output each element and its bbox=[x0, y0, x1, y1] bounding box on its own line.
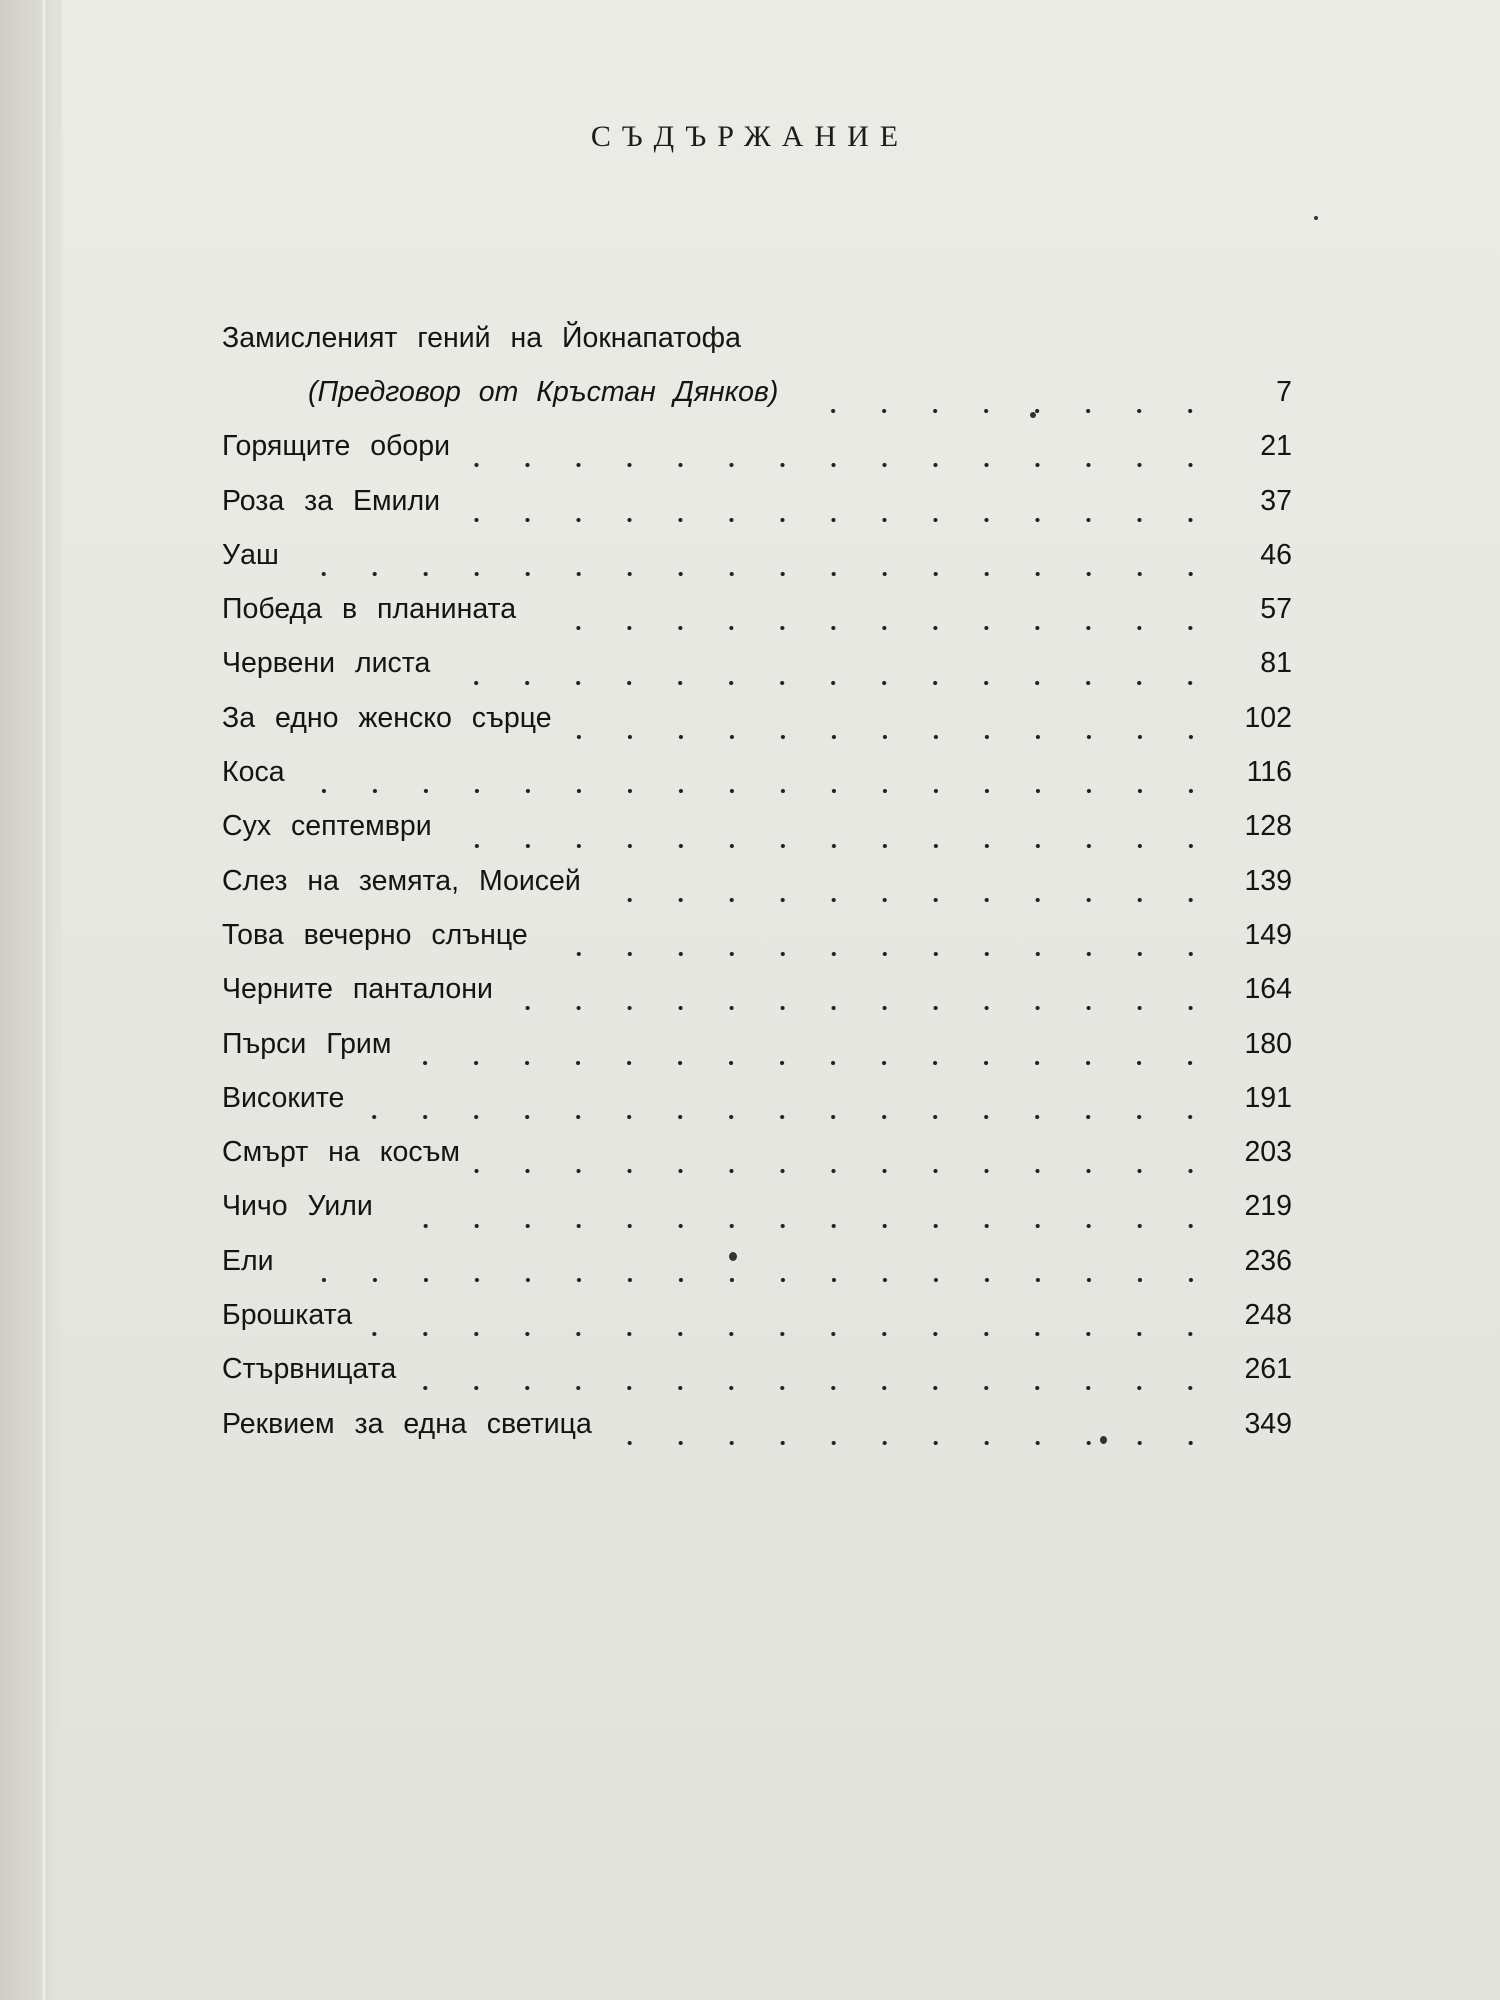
table-of-contents bbox=[222, 322, 1292, 1462]
dot-leader bbox=[293, 571, 1216, 577]
toc-entry-title: Победа в планината bbox=[222, 593, 517, 626]
toc-entry-title: Смърт на косъм bbox=[222, 1136, 460, 1169]
toc-page-number: 116 bbox=[1246, 756, 1292, 789]
toc-page-number: 128 bbox=[1244, 810, 1292, 843]
toc-entry-title: Червени листа bbox=[222, 647, 431, 680]
toc-page-number: 248 bbox=[1244, 1299, 1292, 1332]
toc-entry-title: Пърси Грим bbox=[222, 1027, 392, 1060]
toc-entry-title: Горящите обори bbox=[222, 430, 451, 463]
toc-entry-title: Коса bbox=[222, 756, 285, 789]
dot-leader bbox=[366, 1331, 1216, 1337]
toc-entry bbox=[222, 1353, 1292, 1407]
toc-page-number: 102 bbox=[1244, 701, 1292, 734]
toc-page-number: 349 bbox=[1244, 1407, 1292, 1440]
toc-entry bbox=[222, 1299, 1292, 1353]
dot-leader bbox=[507, 1005, 1216, 1011]
ink-speck bbox=[1314, 216, 1318, 220]
dot-leader bbox=[410, 1385, 1216, 1391]
toc-entry bbox=[222, 1245, 1292, 1299]
toc-entry-subtitle: (Предговор от Кръстан Дянков) bbox=[308, 376, 779, 408]
page-title: СЪДЪРЖАНИЕ bbox=[590, 120, 910, 153]
dot-leader bbox=[542, 951, 1216, 957]
toc-entry-title: Ели bbox=[222, 1244, 274, 1277]
toc-entry-title: Роза за Емили bbox=[222, 484, 441, 517]
toc-entry-title: Уаш bbox=[222, 538, 279, 571]
toc-entry-title: Това вечерно слънце bbox=[222, 918, 528, 951]
dot-leader bbox=[405, 1060, 1216, 1066]
toc-entry bbox=[222, 919, 1292, 973]
toc-entry-title: Високите bbox=[222, 1081, 345, 1114]
page-edge bbox=[42, 0, 47, 2000]
dot-leader bbox=[358, 1114, 1216, 1120]
toc-entry bbox=[222, 485, 1292, 539]
dot-leader bbox=[606, 1440, 1216, 1446]
toc-page-number: 21 bbox=[1260, 430, 1292, 463]
toc-entry bbox=[222, 810, 1292, 864]
toc-page-number: 219 bbox=[1244, 1190, 1292, 1223]
book-gutter-shadow bbox=[0, 0, 62, 2000]
toc-page-number: 81 bbox=[1260, 647, 1292, 680]
dot-leader bbox=[299, 788, 1216, 794]
toc-entry bbox=[222, 1408, 1292, 1462]
dot-leader bbox=[474, 1168, 1216, 1174]
toc-page-number: 236 bbox=[1244, 1244, 1292, 1277]
dot-leader bbox=[446, 843, 1216, 849]
toc-page-number: 191 bbox=[1244, 1081, 1292, 1114]
dot-leader bbox=[454, 517, 1216, 523]
toc-entry-title: За едно женско сърце bbox=[222, 701, 552, 734]
dot-leader bbox=[464, 462, 1216, 468]
toc-entry-title: Замисленият гений на Йокнапатофа bbox=[222, 322, 741, 354]
ink-speck bbox=[1030, 412, 1036, 418]
dot-leader bbox=[566, 734, 1216, 740]
toc-entry bbox=[222, 1136, 1292, 1190]
toc-entry bbox=[222, 756, 1292, 810]
toc-entry-title: Сух септември bbox=[222, 810, 432, 843]
toc-page-number: 203 bbox=[1244, 1136, 1292, 1169]
dot-leader bbox=[444, 680, 1216, 686]
toc-entry bbox=[222, 1082, 1292, 1136]
toc-entry bbox=[222, 702, 1292, 756]
toc-entry bbox=[222, 1028, 1292, 1082]
ink-speck bbox=[1100, 1436, 1107, 1444]
dot-leader bbox=[288, 1277, 1216, 1283]
toc-page-number: 261 bbox=[1244, 1353, 1292, 1386]
dot-leader bbox=[387, 1223, 1216, 1229]
toc-page-number: 164 bbox=[1244, 973, 1292, 1006]
dot-leader bbox=[530, 625, 1216, 631]
toc-page-number: 57 bbox=[1260, 593, 1292, 626]
toc-entry-title: Брошката bbox=[222, 1299, 353, 1332]
toc-entry-intro-subtitle-row bbox=[222, 376, 1292, 430]
toc-entry-title: Слез на земята, Моисей bbox=[222, 864, 581, 897]
toc-page-number: 7 bbox=[1276, 376, 1292, 408]
toc-entry-intro bbox=[222, 322, 1292, 376]
dot-leader bbox=[792, 408, 1216, 414]
toc-entry bbox=[222, 430, 1292, 484]
toc-page-number: 46 bbox=[1260, 538, 1292, 571]
ink-speck bbox=[729, 1252, 737, 1261]
toc-entry bbox=[222, 1190, 1292, 1244]
toc-entry bbox=[222, 593, 1292, 647]
toc-entry-title: Черните панталони bbox=[222, 973, 493, 1006]
toc-entry bbox=[222, 973, 1292, 1027]
dot-leader bbox=[595, 897, 1216, 903]
toc-entry-title: Реквием за една светица bbox=[222, 1407, 592, 1440]
toc-entry bbox=[222, 647, 1292, 701]
toc-entry-title: Чичо Уили bbox=[222, 1190, 373, 1223]
toc-entry bbox=[222, 539, 1292, 593]
toc-page-number: 180 bbox=[1244, 1027, 1292, 1060]
toc-page-number: 139 bbox=[1244, 864, 1292, 897]
toc-entry-title: Стървницата bbox=[222, 1353, 397, 1386]
toc-page-number: 149 bbox=[1244, 918, 1292, 951]
toc-entry bbox=[222, 865, 1292, 919]
toc-page-number: 37 bbox=[1260, 484, 1292, 517]
